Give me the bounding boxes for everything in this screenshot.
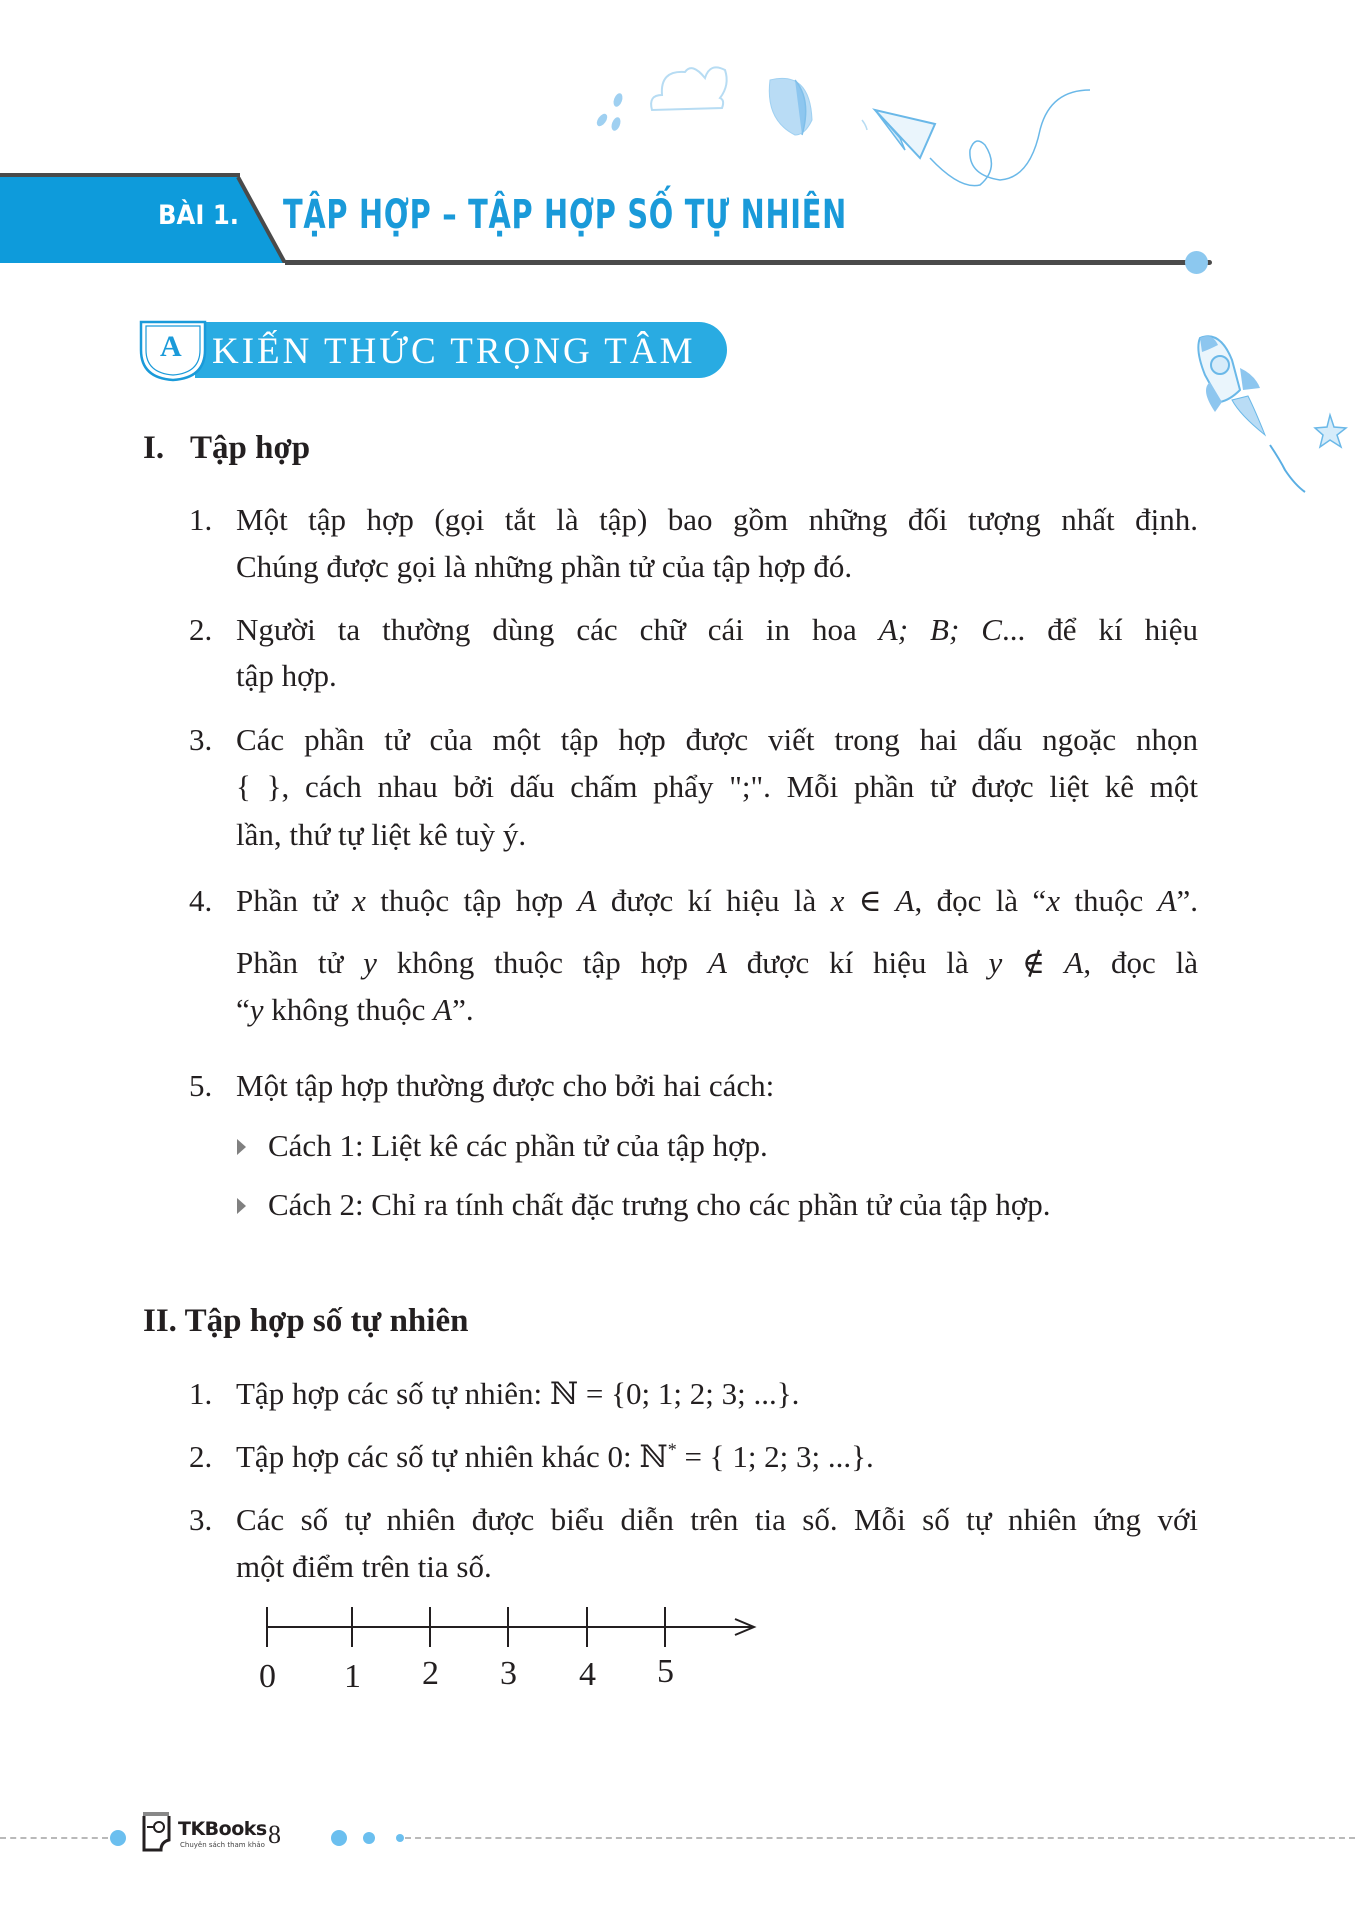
tick-label: 0: [259, 1658, 276, 1695]
bullet-text: Cách 1: Liệt kê các phần tử của tập hợp.: [268, 1128, 768, 1163]
item-text-line: [236, 1376, 1198, 1412]
tick-label: 4: [579, 1656, 596, 1693]
tkbooks-logo-icon: [141, 1810, 175, 1852]
tick-label: 3: [500, 1655, 517, 1692]
item-text-line: tập hợp.: [236, 658, 337, 693]
item-text-line: { }, cách nhau bởi dấu chấm phẩy ";". Mỗi phần tử được liệt kê một: [236, 769, 1198, 804]
bullet-triangle-icon: [237, 1198, 246, 1214]
footer-dot-icon: [331, 1830, 347, 1846]
text-span: ”.: [452, 992, 474, 1027]
brand-tagline: Chuyên sách tham khảo: [180, 1841, 265, 1849]
math-var: x: [352, 883, 366, 918]
footer-dot-icon: [110, 1830, 126, 1846]
header-dot-icon: [1185, 251, 1208, 274]
decorative-illustrations-icon: [580, 50, 1355, 200]
math-var: y: [249, 992, 264, 1027]
text-span: được kí hiệu là: [596, 883, 831, 918]
lesson-title: TẬP HỢP – TẬP HỢP SỐ TỰ NHIÊN: [283, 192, 847, 238]
header-underline: [285, 260, 1195, 265]
item-text-line: Các số tự nhiên được biểu diễn trên tia số. Mỗi số tự nhiên ứng với: [236, 1502, 1198, 1537]
bullet-triangle-icon: [237, 1139, 246, 1155]
tick-label: 1: [344, 1658, 361, 1695]
text-span: được kí hiệu là: [726, 945, 989, 980]
item-number: 1.: [189, 502, 213, 537]
math-expression: = { 1; 2; 3; ...}.: [676, 1439, 874, 1474]
math-expression: y ∉ A: [988, 945, 1084, 980]
item-text-line: [236, 945, 1198, 981]
brand-name: TKBooks: [178, 1818, 267, 1840]
item-text-line: [236, 612, 1198, 648]
text-span: Tập hợp các số tự nhiên khác 0:: [236, 1439, 640, 1474]
item-text-line: Các phần tử của một tập hợp được viết trong hai dấu ngoặc nhọn: [236, 722, 1198, 757]
tick-label: 2: [422, 1655, 439, 1692]
math-expression: ℕ = {0; 1; 2; 3; ...}.: [549, 1376, 800, 1411]
tick-label: 5: [657, 1653, 674, 1690]
text-span: không thuộc tập hợp: [376, 945, 708, 980]
footer-dot-icon: [396, 1834, 404, 1842]
text-span: “: [236, 992, 250, 1027]
text-span: Tập hợp các số tự nhiên:: [236, 1376, 550, 1411]
math-var: y: [363, 945, 377, 980]
math-expression: x ∈ A: [830, 883, 915, 918]
item-number: 3.: [189, 1502, 213, 1537]
item-text-line: lần, thứ tự liệt kê tuỳ ý.: [236, 817, 527, 852]
page-number: 8: [268, 1820, 281, 1849]
section-a-title: KIẾN THỨC TRỌNG TÂM: [212, 331, 696, 372]
item-number: 2.: [189, 1439, 213, 1474]
text-span: , đọc là “: [914, 883, 1047, 918]
text-span: Phần tử: [236, 945, 364, 980]
item-text-line: [236, 883, 1198, 919]
part1-heading: Tập hợp: [190, 430, 311, 466]
footer-divider: [405, 1837, 1355, 1839]
text-span: ”.: [1176, 883, 1199, 918]
item-number: 5.: [189, 1068, 213, 1103]
text-span: thuộc tập hợp: [365, 883, 578, 918]
math-var: A: [433, 992, 453, 1027]
item-text-line: [236, 1439, 1198, 1475]
text-span: , đọc là: [1083, 945, 1198, 980]
math-var: A: [577, 883, 597, 918]
header-band: [0, 177, 290, 263]
math-superscript: *: [667, 1439, 677, 1460]
item-number: 4.: [189, 883, 213, 918]
text-span: không thuộc: [263, 992, 434, 1027]
part1-heading-number: I.: [143, 430, 165, 466]
math-var: A: [707, 945, 727, 980]
footer-divider: [0, 1837, 108, 1839]
item-text-line: Một tập hợp thường được cho bởi hai cách:: [236, 1068, 775, 1103]
item-number: 1.: [189, 1376, 213, 1411]
item-text-line: một điểm trên tia số.: [236, 1549, 492, 1584]
item-text-line: [236, 992, 1198, 1028]
item-number: 3.: [189, 722, 213, 757]
set-symbols: A; B; C: [878, 612, 1002, 647]
math-symbol: ℕ: [639, 1439, 668, 1474]
text-span: thuộc: [1059, 883, 1158, 918]
lesson-number: BÀI 1.: [158, 200, 239, 231]
bullet-text: Cách 2: Chỉ ra tính chất đặc trưng cho các phần tử của tập hợp.: [268, 1187, 1051, 1222]
text-span: ... để kí hiệu: [1002, 612, 1199, 647]
math-var: x: [1046, 883, 1060, 918]
part2-heading: II. Tập hợp số tự nhiên: [143, 1303, 469, 1339]
footer-dot-icon: [363, 1832, 375, 1844]
item-text-line: Một tập hợp (gọi tắt là tập) bao gồm những đối tượng nhất định.: [236, 502, 1198, 537]
text-span: Phần tử: [236, 883, 353, 918]
item-text-line: Chúng được gọi là những phần tử của tập hợp đó.: [236, 549, 853, 584]
math-var: A: [1157, 883, 1177, 918]
rocket-illustration-icon: [1170, 320, 1355, 500]
item-number: 2.: [189, 612, 213, 647]
section-letter: A: [160, 330, 182, 363]
text-span: Người ta thường dùng các chữ cái in hoa: [236, 612, 879, 647]
